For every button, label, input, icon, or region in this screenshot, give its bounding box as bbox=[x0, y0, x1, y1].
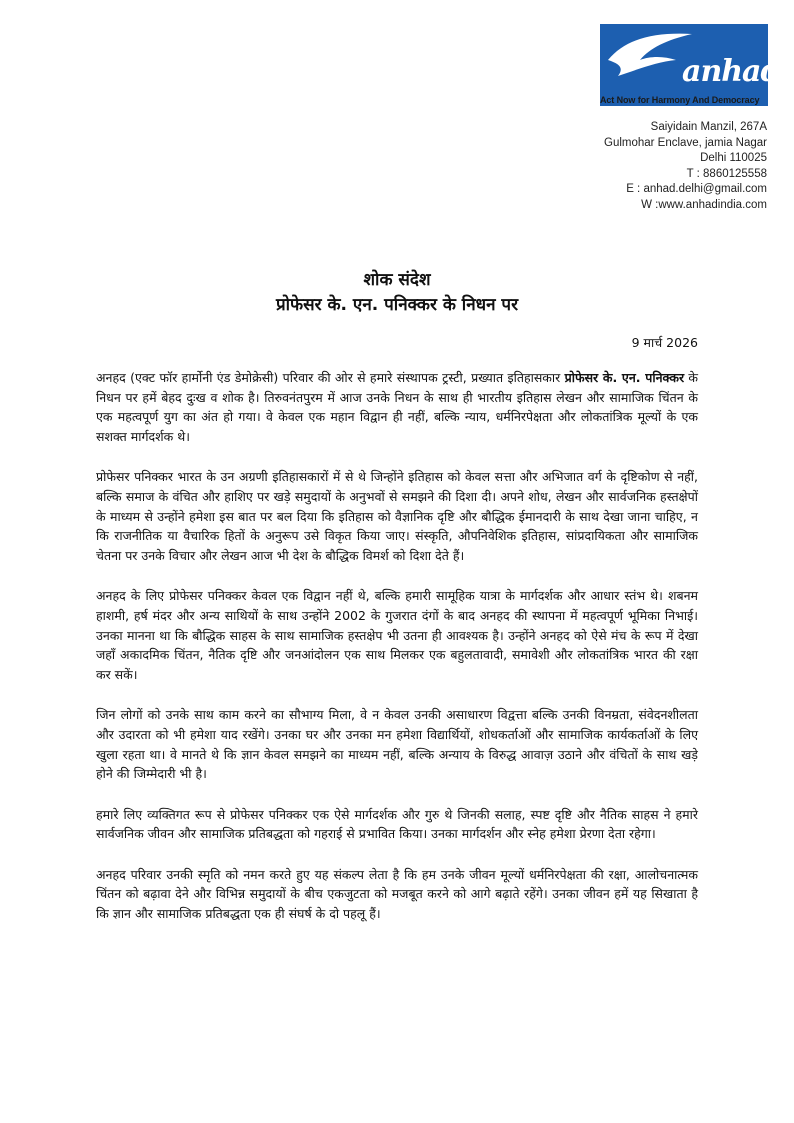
address-line: Gulmohar Enclave, jamia Nagar bbox=[604, 136, 767, 149]
document-title bbox=[0, 268, 794, 318]
address-line: Saiyidain Manzil, 267A bbox=[650, 121, 767, 133]
address-block bbox=[604, 120, 767, 213]
p1-text-start: अनहद (एक्ट फॉर हार्मोनी एंड डेमोक्रेसी) परिवार की ओर से हमारे संस्थापक ट्रस्टी, प्रख्यात इतिहासकार bbox=[96, 370, 565, 385]
logo-wordmark: anhad bbox=[682, 54, 781, 89]
paragraph-1 bbox=[96, 368, 698, 446]
title-line-2: प्रोफेसर के. एन. पनिक्कर के निधन पर bbox=[275, 295, 519, 315]
letter-body bbox=[96, 368, 698, 924]
logo-tagline: Act Now for Harmony And Democracy bbox=[600, 95, 760, 105]
address-line: Delhi 110025 bbox=[700, 152, 767, 164]
p1-name: प्रोफेसर के. एन. पनिक्कर bbox=[564, 370, 685, 385]
paragraph-3: अनहद के लिए प्रोफेसर पनिक्कर केवल एक विद्वान नहीं थे, बल्कि हमारी सामूहिक यात्रा के मार्गदर्शक और आधार स्तंभ थे। शबनम हाशमी, हर्ष मंदर और अन्य साथियों के साथ उन्होंने 2002 के गुजरात दंगों के बाद अनहद की स्थापना में महत्वपूर्ण भूमिका निभाई। उनका मानना था कि बौद्धिक साहस के साथ सामाजिक हस्तक्षेप भी उतना ही आवश्यक है। उन्होंने अनहद को ऐसे मंच के रूप में देखा जहाँ अकादमिक चिंतन, नैतिक दृष्टि और जनआंदोलन एक साथ मिलकर एक बहुलतावादी, समावेशी और लोकतांत्रिक भारत की रक्षा कर सकें। bbox=[96, 588, 698, 682]
email-line: E : anhad.delhi@gmail.com bbox=[626, 183, 767, 195]
phone-line: T : 8860125558 bbox=[686, 167, 767, 180]
anhad-logo bbox=[600, 24, 781, 106]
website-line: W :www.anhadindia.com bbox=[641, 198, 767, 211]
paragraph-4: जिन लोगों को उनके साथ काम करने का सौभाग्य मिला, वे न केवल उनकी असाधारण विद्वत्ता बल्कि उनकी विनम्रता, संवेदनशीलता और उदारता को भी हमेशा याद रखेंगे। उनका घर और उनका मन हमेशा विद्यार्थियों, शोधकर्ताओं और सामाजिक कार्यकर्ताओं के लिए खुला रहता था। वे मानते थे कि ज्ञान केवल समझने का माध्यम नहीं, बल्कि अन्याय के विरुद्ध आवाज़ उठाने और वंचितों के साथ खड़े होने की जिम्मेदारी भी है। bbox=[96, 707, 698, 782]
paragraph-6: अनहद परिवार उनकी स्मृति को नमन करते हुए यह संकल्प लेता है कि हम उनके जीवन मूल्यों धर्मनिरपेक्षता की रक्षा, आलोचनात्मक चिंतन को बढ़ावा देने और विभिन्न समुदायों के बीच एकजुटता को मजबूत करने को आगे बढ़ाते रहेंगे। उनका जीवन हमें यह सिखाता है कि ज्ञान और सामाजिक प्रतिबद्धता एक ही संघर्ष के दो पहलू हैं। bbox=[96, 866, 698, 922]
document-date: 9 मार्च 2026 bbox=[631, 335, 698, 350]
title-line-1: शोक संदेश bbox=[363, 270, 431, 290]
paragraph-5: हमारे लिए व्यक्तिगत रूप से प्रोफेसर पनिक्कर एक ऐसे मार्गदर्शक और गुरु थे जिनकी सलाह, स्पष्ट दृष्टि और नैतिक साहस ने हमारे सार्वजनिक जीवन और सामाजिक प्रतिबद्धता को गहराई से प्रभावित किया। उनका मार्गदर्शन और स्नेह हमेशा प्रेरणा देता रहेगा। bbox=[96, 806, 698, 842]
p1-text-end: के निधन पर हमें बेहद दुःख व शोक है। तिरुवनंतपुरम में आज उनके निधन के साथ ही भारतीय इतिहास लेखन और सामाजिक चिंतन के एक महत्वपूर्ण युग का अंत हो गया। वे केवल एक महान विद्वान ही नहीं, बल्कि न्याय, धर्मनिरपेक्षता और लोकतांत्रिक मूल्यों के एक सशक्त मार्गदर्शक थे। bbox=[96, 370, 699, 444]
paragraph-2: प्रोफेसर पनिक्कर भारत के उन अग्रणी इतिहासकारों में से थे जिन्होंने इतिहास को केवल सत्ता और अभिजात वर्ग के दृष्टिकोण से नहीं, बल्कि समाज के वंचित और हाशिए पर खड़े समुदायों के अनुभवों से समझने की दिशा दी। अपने शोध, लेखन और सार्वजनिक हस्तक्षेपों के माध्यम से उन्होंने हमेशा इस बात पर बल दिया कि इतिहास को वैज्ञानिक दृष्टि और बौद्धिक ईमानदारी के साथ देखा जाना चाहिए, न कि राजनीतिक या वैचारिक हितों के अनुरूप उसे विकृत किया जाए। संस्कृति, औपनिवेशिक इतिहास, सांप्रदायिकता और सामाजिक चेतना पर उनके विचार और लेखन आज भी देश के बौद्धिक विमर्श को दिशा देते हैं। bbox=[96, 469, 698, 563]
